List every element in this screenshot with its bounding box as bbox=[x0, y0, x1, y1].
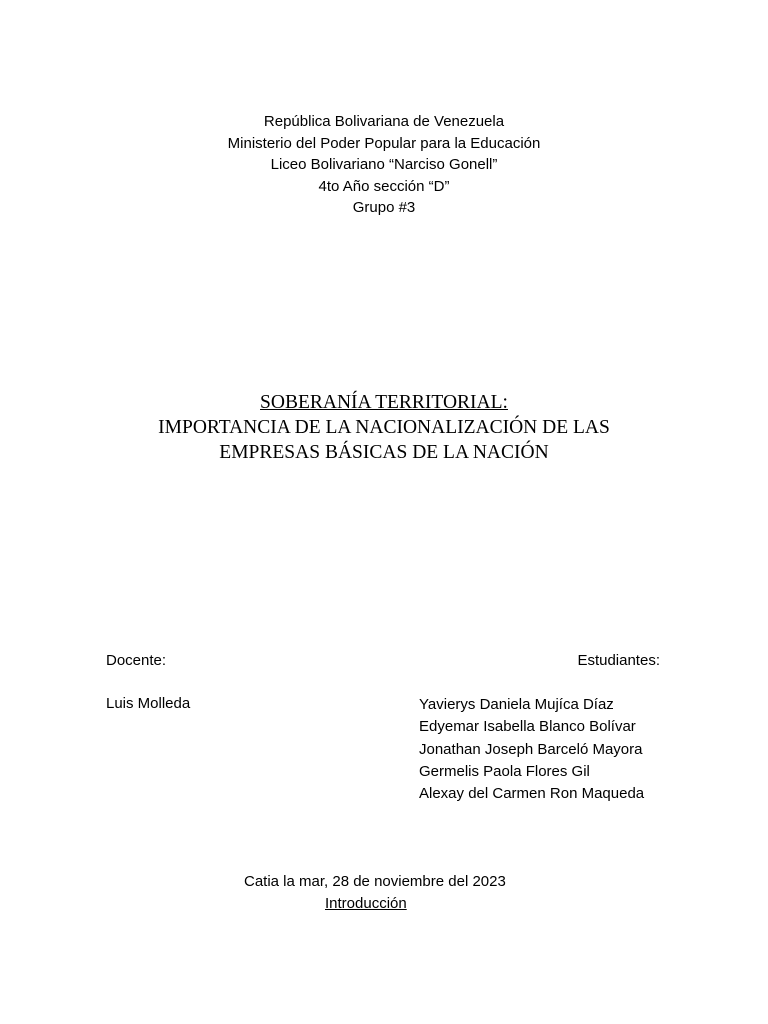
student-name: Germelis Paola Flores Gil bbox=[419, 762, 590, 780]
institution-header bbox=[0, 111, 768, 219]
document-title bbox=[0, 390, 768, 465]
place-date: Catia la mar, 28 de noviembre del 2023 bbox=[244, 873, 506, 890]
student-name: Edyemar Isabella Blanco Bolívar bbox=[419, 718, 636, 736]
docente-name: Luis Molleda bbox=[106, 695, 191, 712]
title-line-1: SOBERANÍA TERRITORIAL: bbox=[260, 392, 508, 413]
introduction-heading: Introducción bbox=[325, 895, 407, 912]
student-name: Jonathan Joseph Barceló Mayora bbox=[419, 740, 643, 758]
header-line-school: Liceo Bolivariano “Narciso Gonell” bbox=[270, 156, 498, 173]
student-name: Alexay del Carmen Ron Maqueda bbox=[419, 785, 645, 803]
title-line-3: EMPRESAS BÁSICAS DE LA NACIÓN bbox=[219, 442, 549, 463]
students-list bbox=[419, 694, 644, 805]
header-line-group: Grupo #3 bbox=[352, 199, 416, 216]
docente-label: Docente: bbox=[106, 652, 167, 669]
estudiantes-label: Estudiantes: bbox=[577, 652, 660, 669]
header-line-republic: República Bolivariana de Venezuela bbox=[263, 113, 505, 130]
header-line-section: 4to Año sección “D” bbox=[318, 177, 450, 195]
title-line-2: IMPORTANCIA DE LA NACIONALIZACIÓN DE LAS bbox=[158, 417, 610, 438]
student-name: Yavierys Daniela Mujíca Díaz bbox=[419, 696, 614, 713]
header-line-ministry: Ministerio del Poder Popular para la Educación bbox=[227, 134, 541, 152]
